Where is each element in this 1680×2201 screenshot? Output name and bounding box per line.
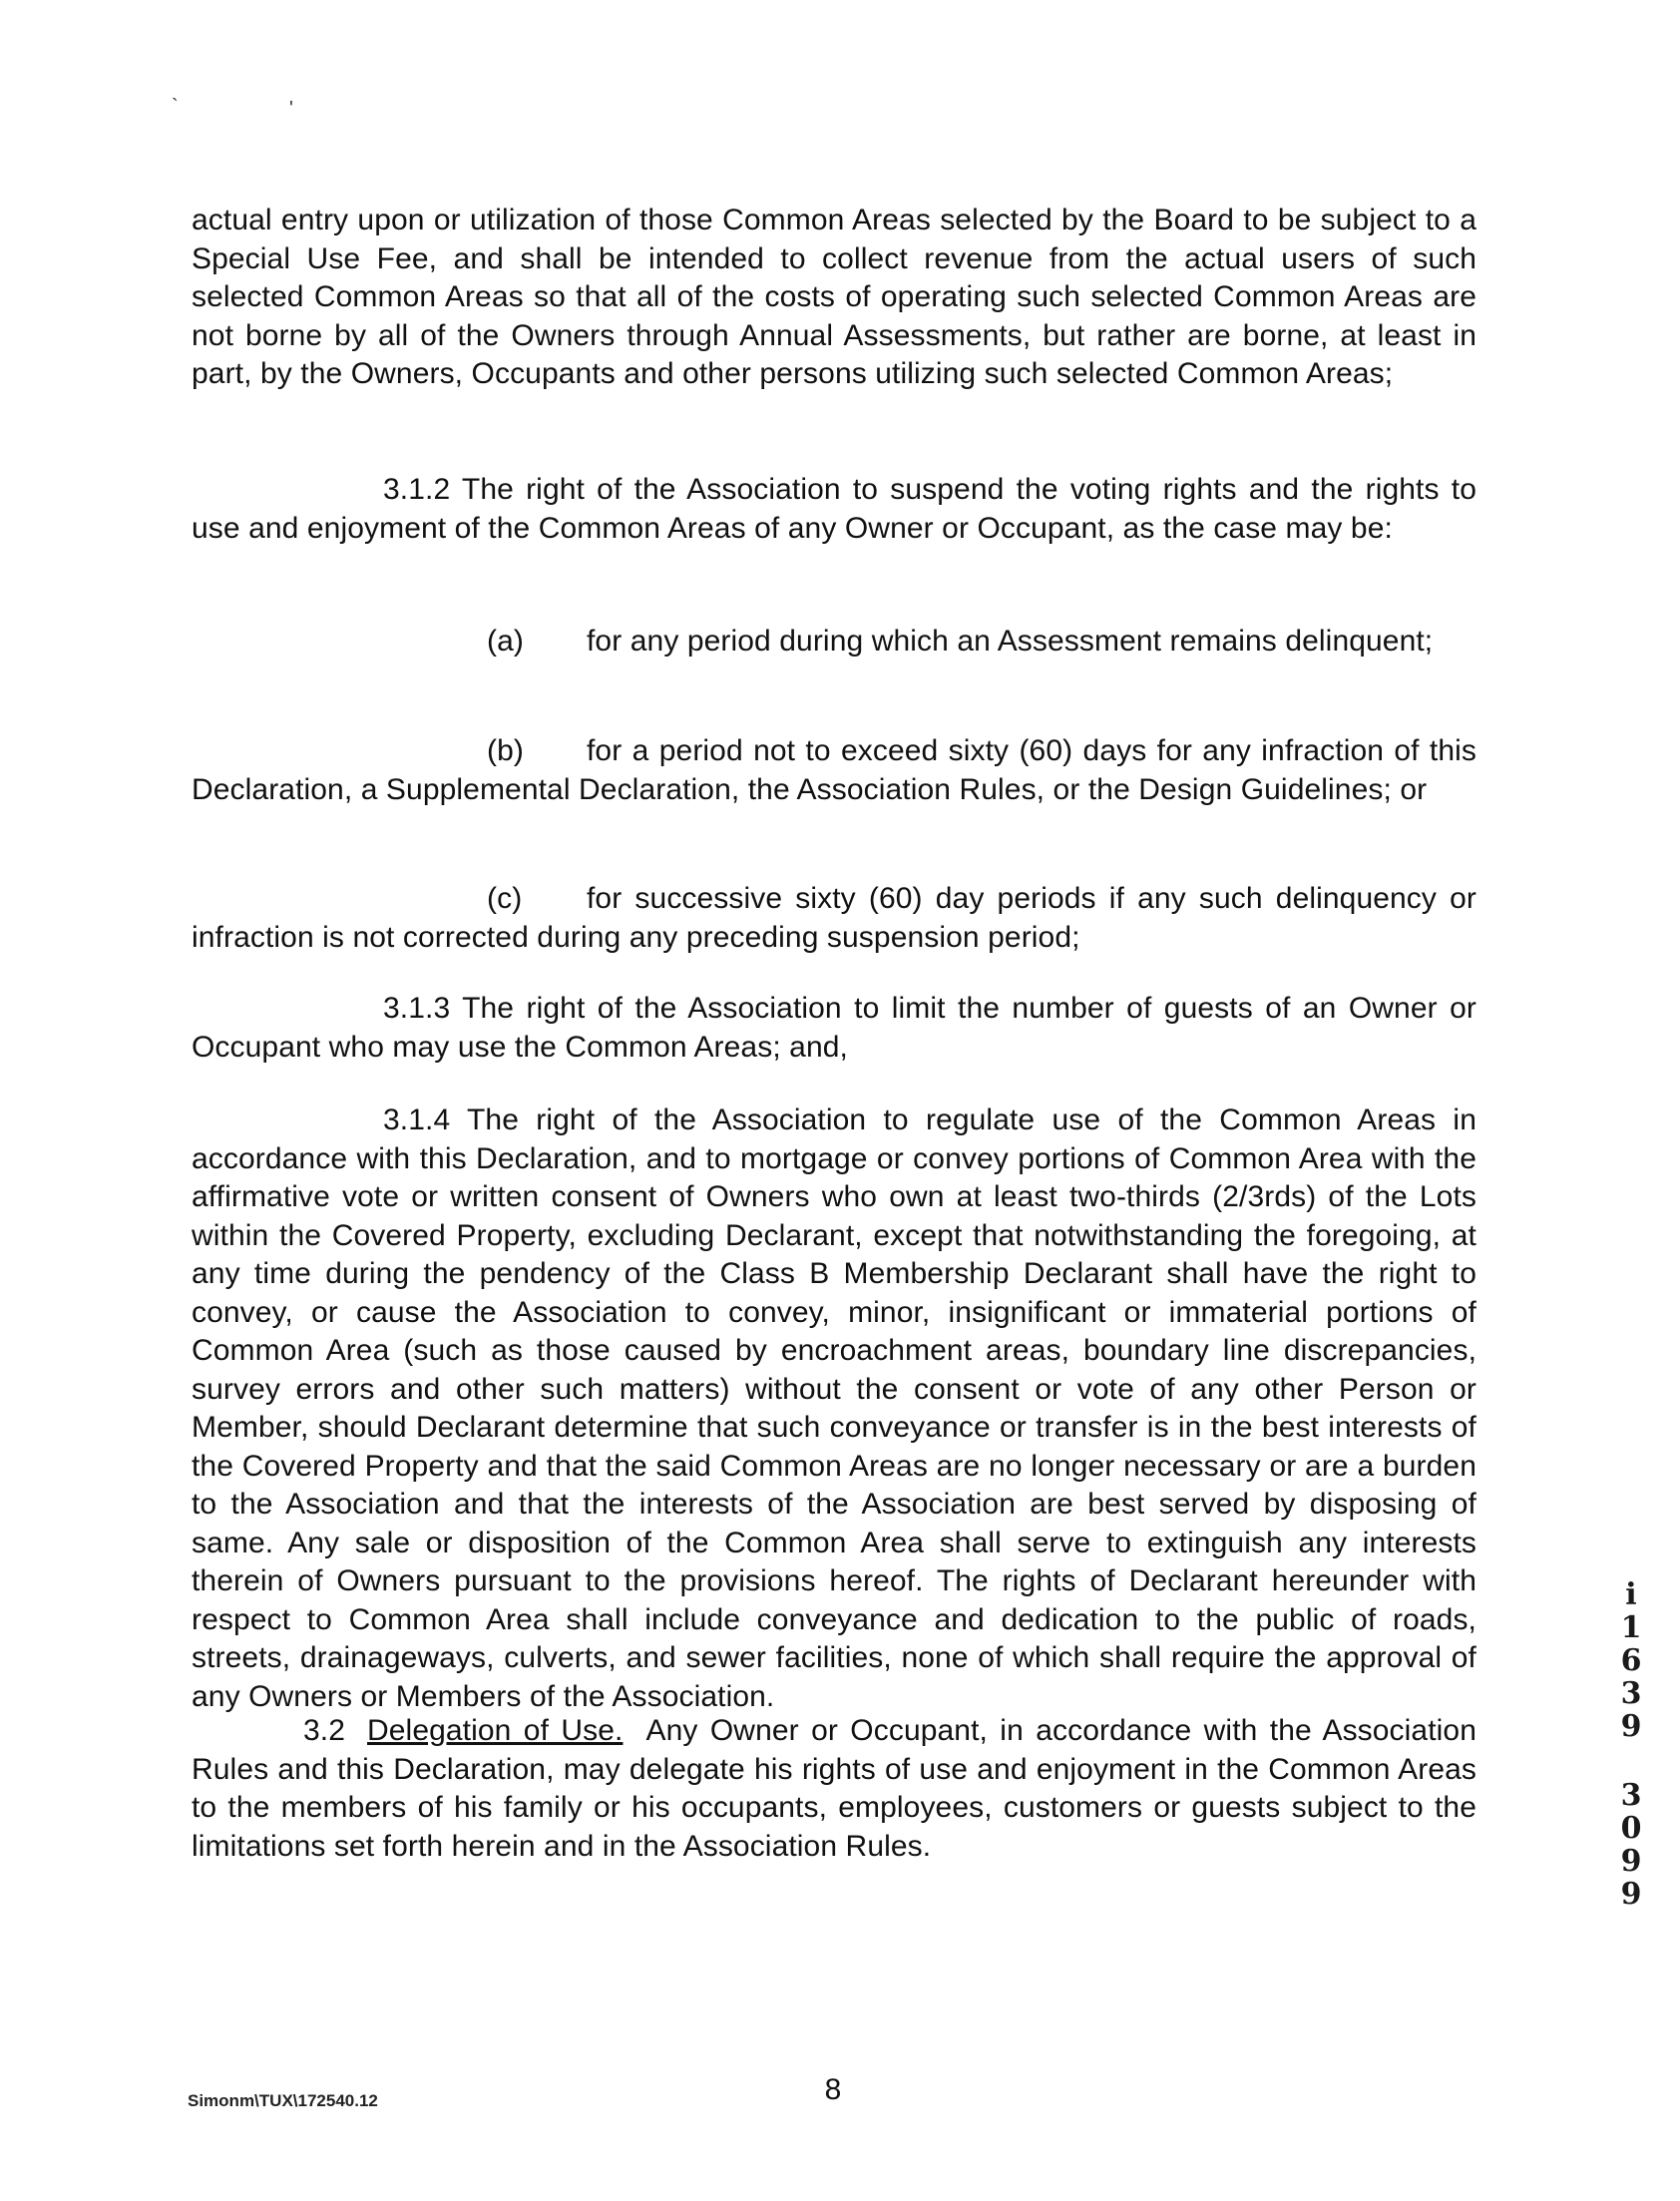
stamp-digit: 6: [1620, 1643, 1642, 1678]
section-3-2-number: 3.2: [303, 1714, 346, 1747]
scan-mark: `: [172, 96, 179, 118]
paragraph-continuation: actual entry upon or utilization of those Common Areas selected by the Board to be subject to a Special Use Fee, and shall be intended to collect revenue from the actual users of such selected Common Areas so that all of the costs of operating such selected Common Areas are not borne by all of the Owners through Annual Assessments, but rather are borne, at least in part, by the Owners, Occupants and other persons utilizing such selected Common Areas;: [192, 204, 1476, 390]
section-3-2-text: Any Owner or Occupant, in accordance with the Association Rules and this Declaration, may delegate his rights of use and enjoyment in the Common Areas to the members of his family or his occupants, employees, customers or guests subject to the limitations set forth herein and in the Association Rules.: [192, 1714, 1476, 1863]
stamp-digit: 1: [1620, 1610, 1642, 1645]
recording-stamp: [1616, 1578, 1646, 1911]
document-id: Simonm\TUX\172540.12: [188, 2091, 378, 2110]
subclause-a-label: (a): [487, 625, 524, 658]
page-number: 8: [824, 2073, 842, 2106]
stamp-digit: 3: [1620, 1778, 1642, 1813]
stamp-digit: 9: [1620, 1709, 1642, 1744]
stamp-digit: 0: [1620, 1811, 1642, 1846]
section-3-1-3: 3.1.3 The right of the Association to limit the number of guests of an Owner or Occupant who may use the Common Areas; and,: [192, 992, 1476, 1064]
subclause-b-text: for a period not to exceed sixty (60) days for any infraction of this Declaration, a Supplemental Declaration, the Association Rules, or the Design Guidelines; or: [192, 734, 1476, 806]
subclause-c-text: for successive sixty (60) day periods if any such delinquency or infraction is not corrected during any preceding suspension period;: [192, 882, 1476, 954]
section-3-1-2: 3.1.2 The right of the Association to suspend the voting rights and the rights to use and enjoyment of the Common Areas of any Owner or Occupant, as the case may be:: [192, 473, 1476, 545]
subclause-a: [192, 623, 1476, 661]
subclause-b-label: (b): [487, 734, 524, 767]
stamp-digit: 3: [1620, 1676, 1642, 1711]
section-3-1-4: 3.1.4 The right of the Association to regulate use of the Common Areas in accordance with this Declaration, and to mortgage or convey portions of Common Area with the affirmative vote or written consent of Owners who own at least two-thirds (2/3rds) of the Lots within the Covered Property, excluding Declarant, except that notwithstanding the foregoing, at any time during the pendency of the Class B Membership Declarant shall have the right to convey, or cause the Association to convey, minor, insignificant or immaterial portions of Common Area (such as those caused by encroachment areas, boundary line discrepancies, survey errors and other such matters) without the consent or vote of any other Person or Member, should Declarant determine that such conveyance or transfer is in the best interests of the Covered Property and that the said Common Areas are no longer necessary or are a burden to the Association and that the interests of the Association are best served by disposing of same. Any sale or disposition of the Common Area shall serve to extinguish any interests therein of Owners pursuant to the provisions hereof. The rights of Declarant hereunder with respect to Common Area shall include conveyance and dedication to the public of roads, streets, drainageways, culverts, and sewer facilities, none of which shall require the approval of any Owners or Members of the Association.: [192, 1103, 1476, 1713]
stamp-digit: 9: [1620, 1877, 1642, 1912]
stamp-digit: i: [1625, 1577, 1637, 1612]
subclause-c: [192, 880, 1476, 957]
stamp-digit: 9: [1620, 1844, 1642, 1879]
section-3-2: [192, 1712, 1476, 1866]
subclause-b: [192, 732, 1476, 809]
scan-mark: ': [289, 98, 293, 120]
subclause-a-text: for any period during which an Assessment remains delinquent;: [587, 625, 1434, 658]
subclause-c-label: (c): [487, 882, 523, 915]
section-3-2-title: Delegation of Use.: [367, 1714, 624, 1747]
